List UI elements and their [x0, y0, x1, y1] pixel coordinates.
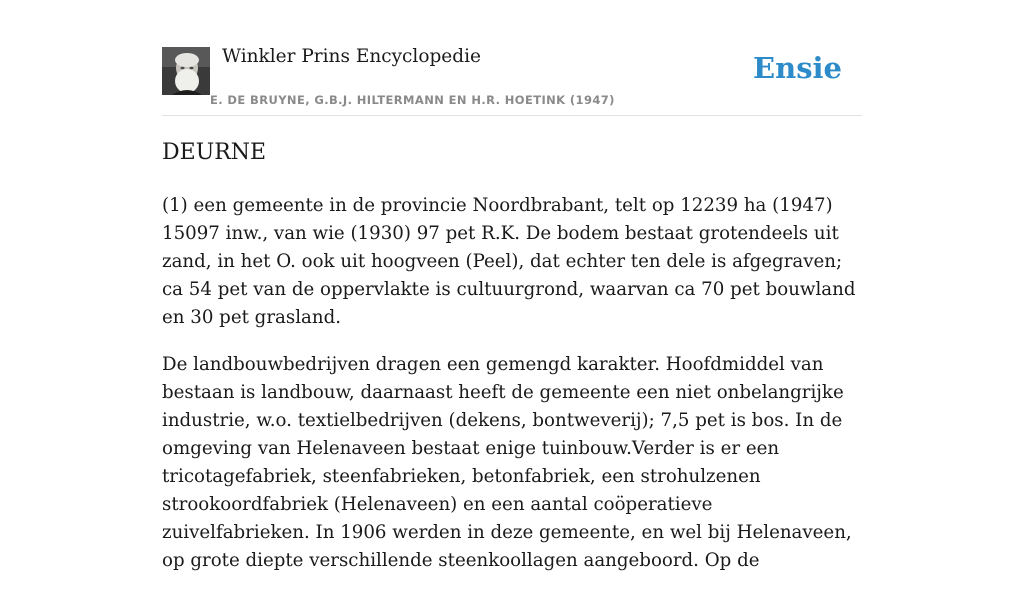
article-body	[162, 192, 862, 594]
header	[162, 46, 862, 116]
author-portrait-icon	[162, 47, 210, 95]
article-heading: DEURNE	[162, 140, 267, 165]
article-paragraph: (1) een gemeente in de provincie Noordbrabant, telt op 12239 ha (1947) 15097 inw., van wie (1930) 97 pet R.K. De bodem bestaat grotendeels uit zand, in het O. ook uit hoogveen (Peel), dat echter ten dele is afgegraven; ca 54 pet van de oppervlakte is cultuurgrond, waarvan ca 70 pet bouwland en 30 pet grasland.	[162, 195, 856, 328]
article-paragraph: De landbouwbedrijven dragen een gemengd karakter. Hoofdmiddel van bestaan is landbouw, daarnaast heeft de gemeente een niet onbelangrijke industrie, w.o. textielbedrijven (dekens, bontweverij); 7,5 pet is bos. In de omgeving van Helenaveen bestaat enige tuinbouw.Verder is er een tricotagefabriek, steenfabrieken, betonfabriek, een strohulzenen strookoordfabriek (Helenaveen) en een aantal coöperatieve zuivelfabrieken. In 1906 werden in deze gemeente, en wel bij Helenaveen, op grote diepte verschillende steenkoollagen aangeboord. Op de	[162, 354, 852, 571]
brand-logo[interactable]: Ensie	[753, 51, 842, 85]
source-authors: E. DE BRUYNE, G.B.J. HILTERMANN EN H.R. HOETINK (1947)	[210, 93, 615, 107]
author-avatar[interactable]	[162, 47, 210, 95]
source-title[interactable]: Winkler Prins Encyclopedie	[222, 46, 481, 67]
